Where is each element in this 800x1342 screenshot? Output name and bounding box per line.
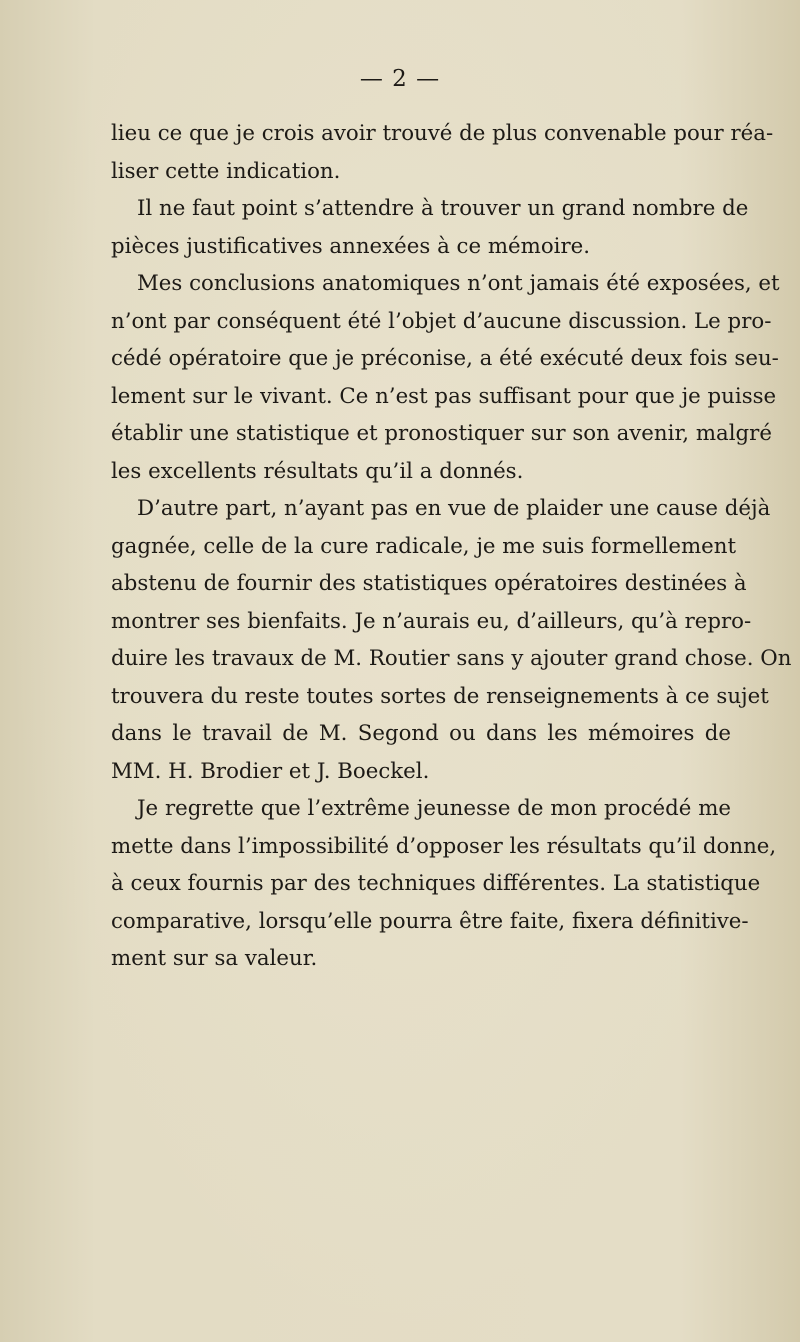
text-line: trouvera du reste toutes sortes de renseignements à ce sujet (111, 683, 769, 709)
text-line: cédé opératoire que je préconise, a été exécuté deux fois seu- (111, 346, 779, 371)
text-line: duire les travaux de M. Routier sans y ajouter grand chose. On (111, 646, 792, 671)
text-line: à ceux fournis par des techniques différentes. La statistique (111, 871, 761, 896)
text-line: Je regrette que l’extrême jeunesse de mon procédé me (137, 796, 731, 821)
body-text (111, 115, 792, 978)
text-line: ment sur sa valeur. (111, 946, 318, 971)
paragraph (111, 190, 749, 265)
text-line: Mes conclusions anatomiques n’ont jamais été exposées, et (137, 271, 780, 296)
text-line: dans le travail de M. Segond ou dans les mémoires de (111, 721, 731, 746)
text-line: Il ne faut point s’attendre à trouver un grand nombre de (137, 196, 749, 221)
page-number: — 2 — (359, 66, 441, 92)
text-line: gagnée, celle de la cure radicale, je me suis formellement (111, 533, 737, 559)
paragraph (111, 790, 777, 978)
paragraph (111, 490, 792, 790)
text-line: comparative, lorsqu’elle pourra être faite, fixera définitive- (111, 908, 749, 934)
paragraph (111, 115, 774, 190)
text-line: lieu ce que je crois avoir trouvé de plus convenable pour réa- (111, 121, 774, 146)
text-line: n’ont par conséquent été l’objet d’aucune discussion. Le pro- (111, 308, 772, 334)
text-line: pièces justificatives annexées à ce mémoire. (111, 233, 591, 259)
paragraph (111, 265, 780, 490)
text-line: lement sur le vivant. Ce n’est pas suffisant pour que je puisse (111, 383, 777, 409)
text-line: abstenu de fournir des statistiques opératoires destinées à (111, 571, 747, 596)
text-line: D’autre part, n’ayant pas en vue de plaider une cause déjà (137, 496, 771, 521)
text-line: liser cette indication. (111, 158, 341, 184)
text-line: MM. H. Brodier et J. Boeckel. (111, 758, 430, 784)
text-line: établir une statistique et pronostiquer sur son avenir, malgré (111, 421, 772, 446)
text-line: montrer ses bienfaits. Je n’aurais eu, d’ailleurs, qu’à repro- (111, 608, 752, 634)
text-line: les excellents résultats qu’il a donnés. (111, 458, 524, 484)
text-line: mette dans l’impossibilité d’opposer les résultats qu’il donne, (111, 833, 777, 859)
